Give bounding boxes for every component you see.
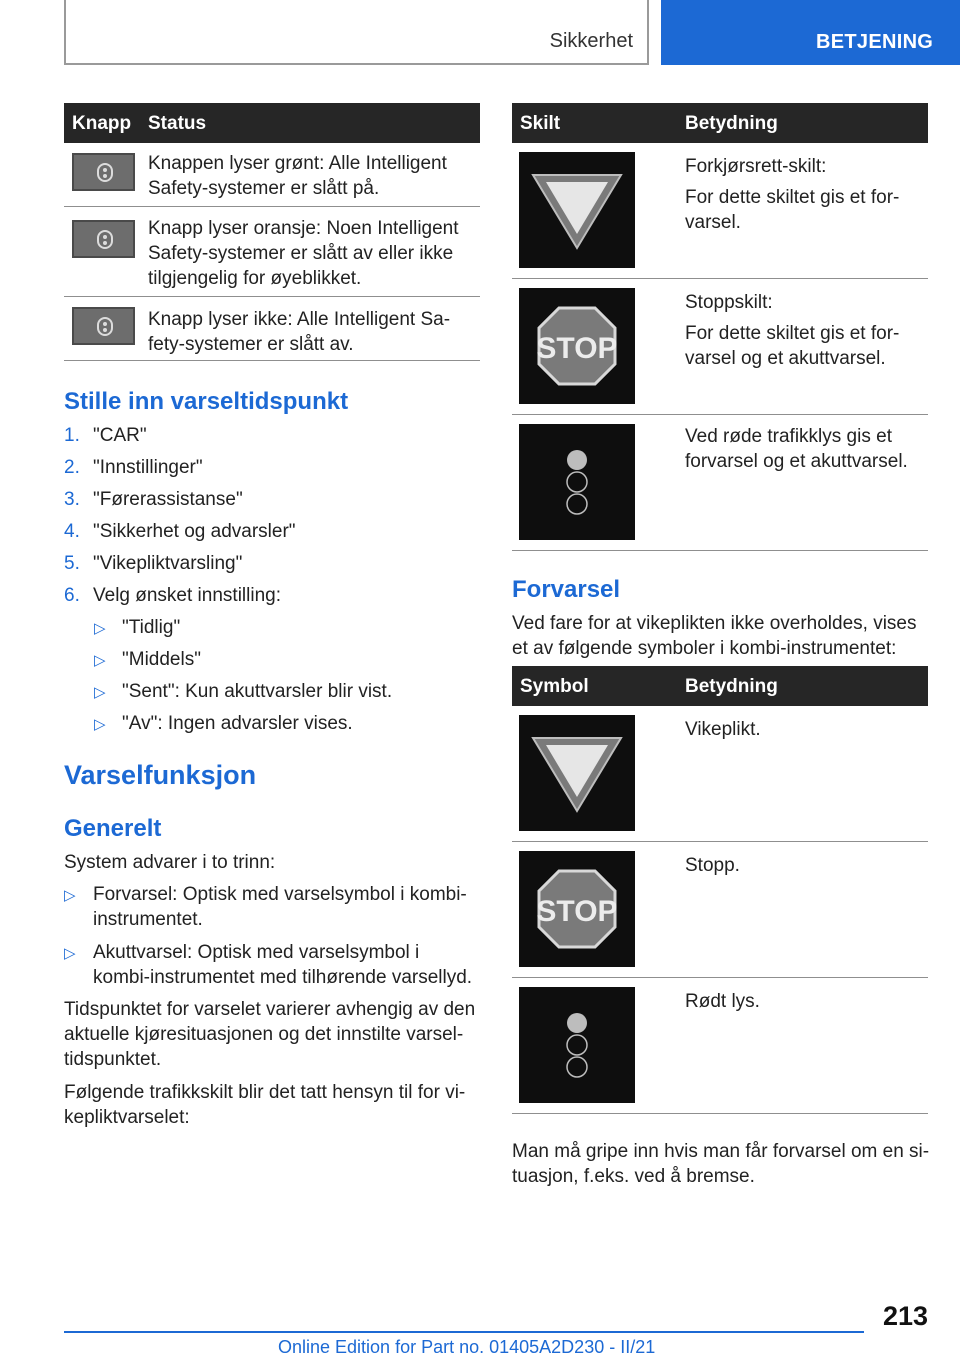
col-header-sign: Skilt [520,113,561,134]
col-header-symbol: Symbol [520,676,589,697]
forvarsel-heading: Forvarsel [512,576,621,603]
bullet-triangle-icon: ▷ [94,716,106,733]
status-table-header [64,103,480,143]
footer-divider [64,1331,864,1333]
sign-row-traffic-light [512,415,928,551]
symbol-table-header [512,666,928,706]
settings-heading: Stille inn varseltidspunkt [64,388,349,415]
col-header-button: Knapp [72,113,132,134]
header-left-panel [64,0,649,65]
chapter-title: BETJENING [816,31,934,53]
status-text: Knapp lyser oransje: Noen Intelligent Safety-systemer er slått av eller ikke tilgjengelig for øyeblikket. [148,218,459,289]
footer-edition: Online Edition for Part no. 01405A2D230 - II/21 [278,1337,656,1357]
signs-paragraph: Følgende trafikkskilt blir det tatt hensyn til for vi- kepliktvarselet: [64,1082,466,1128]
page-number: 213 [882,1301,928,1331]
bullet-triangle-icon: ▷ [94,620,106,637]
symbol-row-stop [512,842,928,978]
symbol-meaning: Vikeplikt. [685,719,761,740]
sign-table-header [512,103,928,143]
col-header-meaning: Betydning [685,113,778,134]
stop-sign-text: STOP [536,332,618,365]
symbol-row-traffic-light [512,978,928,1114]
symbol-meaning: Stopp. [685,855,740,876]
traffic-light-icon [519,987,635,1103]
intelligent-safety-button-icon [72,307,135,345]
stop-sign-text: STOP [536,895,618,928]
sign-meaning: Forkjørsrett-skilt: For dette skiltet gis et for- varsel. [685,156,900,233]
symbol-table [512,666,928,1114]
status-row-off [64,297,480,361]
bullet-triangle-icon: ▷ [94,684,106,701]
status-text: Knappen lyser grønt: Alle Intelligent Safety-systemer er slått på. [148,153,447,199]
header-chapter-tab [661,0,960,65]
function-heading: Varselfunksjon [64,760,257,790]
col-header-meaning: Betydning [685,676,778,697]
stop-sign-icon [519,851,635,967]
yield-sign-icon [519,152,635,268]
function-intro: System advarer i to trinn: [64,852,276,873]
bullet-triangle-icon: ▷ [64,945,76,962]
timing-paragraph: Tidspunktet for varselet varierer avhengig av den aktuelle kjøresituasjonen og det innstilte varsel- tidspunktet. [64,999,476,1070]
bullet-triangle-icon: ▷ [64,887,76,904]
sign-row-stop [512,279,928,415]
symbol-meaning: Rødt lys. [685,991,760,1012]
sign-table [512,103,928,551]
bullet-triangle-icon: ▷ [94,652,106,669]
sign-meaning: Stoppskilt: For dette skiltet gis et for- varsel og et akuttvarsel. [685,292,900,369]
status-text: Knapp lyser ikke: Alle Intelligent Sa- fety-systemer er slått av. [148,309,451,355]
status-row-green [64,143,480,207]
sign-row-yield [512,143,928,279]
status-table [64,103,480,361]
intelligent-safety-button-icon [72,220,135,258]
col-header-status: Status [148,113,207,134]
yield-sign-icon [519,715,635,831]
status-row-orange [64,207,480,297]
stop-sign-icon [519,288,635,404]
forvarsel-paragraph: Ved fare for at vikeplikten ikke overholdes, vises et av følgende symboler i kombi-instrumentet: [512,613,917,659]
sign-meaning: Ved røde trafikklys gis et forvarsel og et akuttvarsel. [685,426,908,472]
intelligent-safety-button-icon [72,153,135,191]
closing-paragraph: Man må gripe inn hvis man får forvarsel om en si- tuasjon, f.eks. ved å bremse. [512,1141,930,1187]
symbol-row-yield [512,706,928,842]
section-title: Sikkerhet [549,30,633,52]
function-subheading: Generelt [64,815,162,842]
traffic-light-icon [519,424,635,540]
